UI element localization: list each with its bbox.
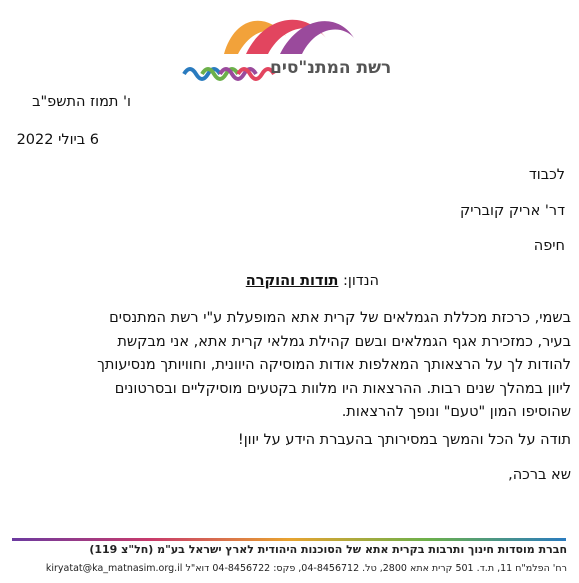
subject-line (246, 273, 379, 289)
body-line: בשמי, כרכזת מכללת הגמלאים של קרית אתא המופעלת ע"י רשת המתנסים (109, 310, 571, 326)
org-logo-text: רשת המתנ"סים (270, 58, 392, 78)
gregorian-date: 6 ביולי 2022 (16, 132, 99, 148)
footer-address: רח' הפלמ"ח 11, ת.ד. 501 קרית אתא 2800, טל. 04-8456712, פקס: 04-8456722 דוא"ל kiryatat@ka_matnasim.org.il (45, 563, 567, 574)
to-label: לכבוד (528, 167, 565, 183)
body-line: בעיר, כמזכירת אגף הגמלאים ובשם קהילת גמלאי קרית אתא, אני מבקשת (117, 333, 571, 350)
footer-title: חברת מוסדות חינוך ותרבות בקרית אתא של הסוכנות היהודית לארץ ישראל בע"מ (חל"צ 119) (89, 543, 567, 556)
body-line: שהוסיפו המון "טעם" ונופך להרצאות. (341, 404, 571, 420)
thanks-line: תודה על הכל והמשך במסירותך בהעברת הידע על יוון! (237, 432, 571, 448)
subject-prefix: הנדון: (343, 273, 379, 289)
hebrew-date: ו' תמוז התשפ"ב (32, 94, 131, 110)
body-line: להודות לך על הרצאותך המאלפות אודות המוסיקה היוונית, וחוויותך מנסיעותך (97, 357, 571, 373)
subject-text: תודות והוקרה (245, 273, 339, 289)
closing-line: שא ברכה, (508, 467, 571, 483)
recipient-city: חיפה (533, 238, 565, 254)
recipient-name: דר' אריק קובריק (459, 203, 565, 219)
letter-body (11, 307, 571, 425)
body-line: ליוון במהלך שנים רבות. ההרצאות היו מלוות בקטעים מוסיקליים ובסרטונים (114, 380, 571, 397)
footer-divider (12, 538, 566, 541)
